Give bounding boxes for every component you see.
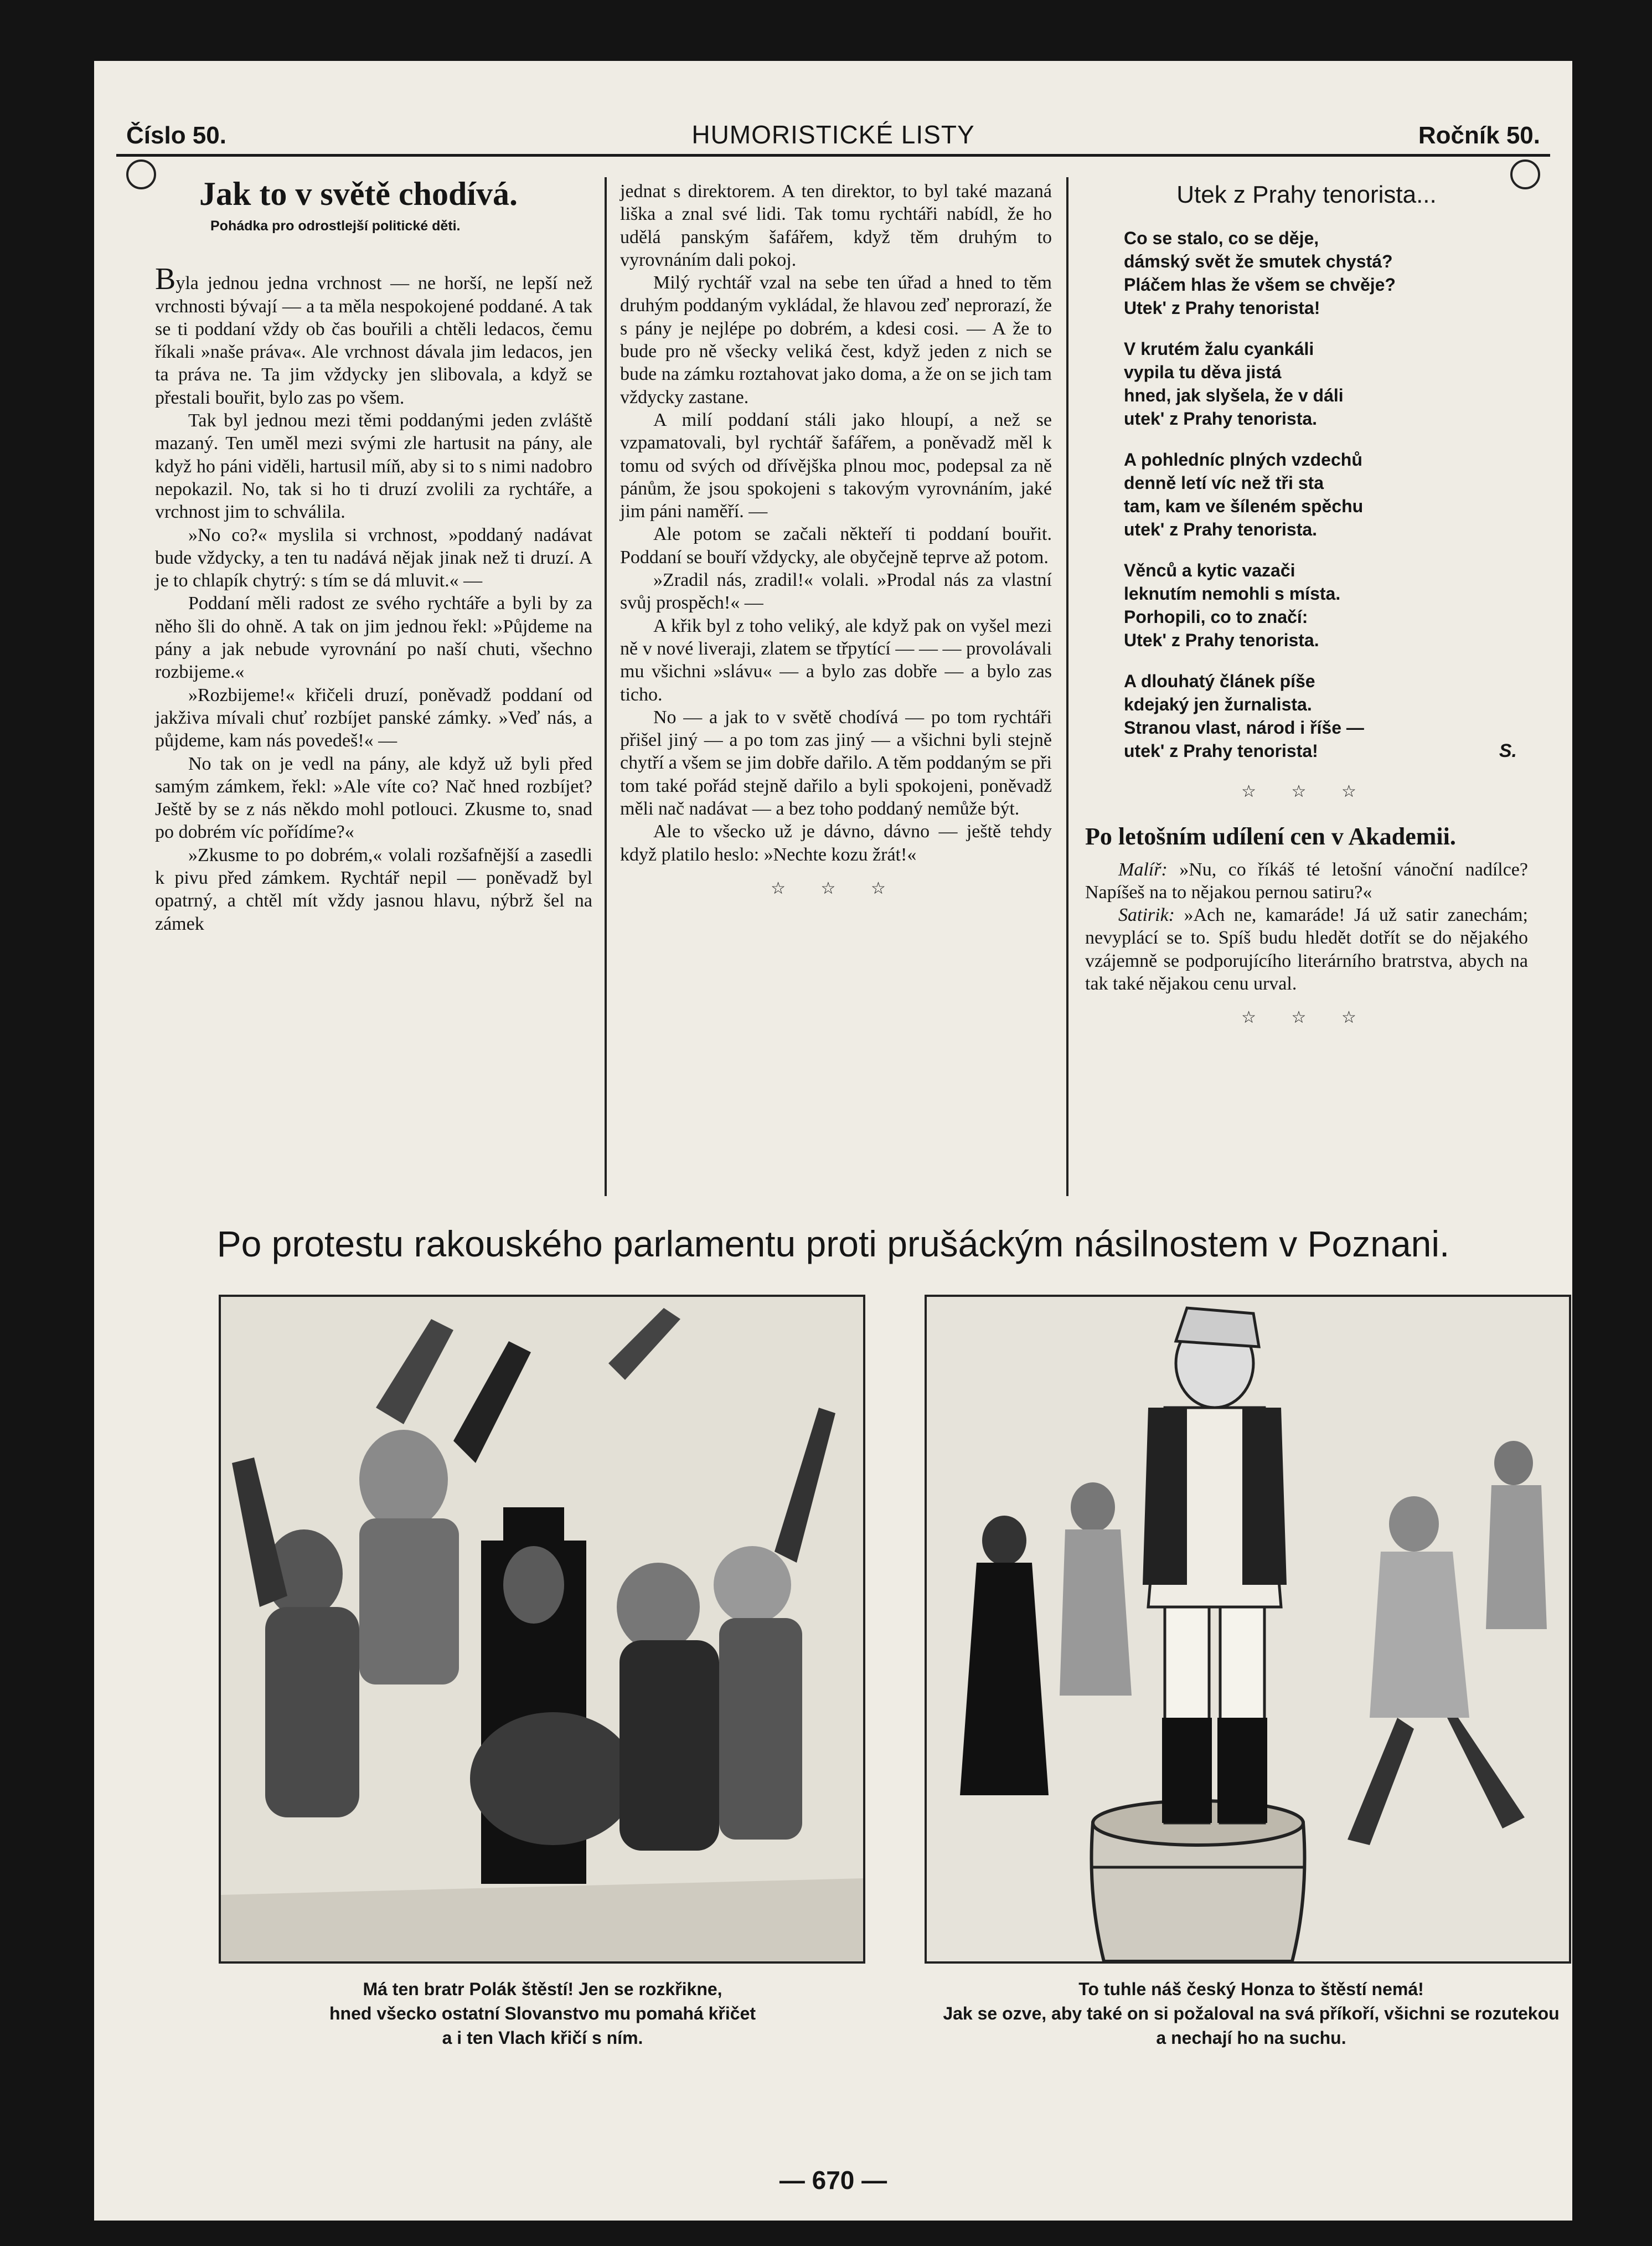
article-paragraph: »Rozbijeme!« křičeli druzí, poněvadž poddaní od jakživa mívali chuť rozbíjet panské zámky. »Veď nás, a půjdeme, kam nás povedeš!« — (155, 684, 592, 751)
article-subtitle: Pohádka pro odrostlejší politické děti. (210, 218, 461, 234)
poem-signature: S. (1499, 740, 1517, 761)
ornament-left-icon (126, 159, 156, 189)
page-header (126, 116, 1540, 155)
article-paragraph: Ale to všecko už je dávno, dávno — ještě tehdy když platilo heslo: »Nechte kozu žrát!« (620, 821, 1052, 865)
poem-title: Utek z Prahy tenorista... (1176, 181, 1437, 208)
column-2 (620, 180, 1052, 922)
column-divider (1066, 177, 1068, 1196)
article-paragraph: Ale potom se začali někteří ti poddaní bouřit. Poddaní se bouří vždycky, ale obyčejně teprve až potom. (620, 524, 1052, 568)
volume-number: Ročník 50. (1418, 122, 1540, 149)
article-paragraph: Milý rychtář vzal na sebe ten úřad a hned to těm druhým poddaným vykládal, že hlavou zeď neprorazí, že s pány je nejlépe po dobrém, a kdesi cosi. — A že to bude pro ně všecky veliká čest, když jeden z nich se bude na zámku roztahovat jako doma, a že on se jich tam vždycky zastane. (620, 272, 1052, 408)
caption-left: Má ten bratr Polák štěstí! Jen se rozkřikne, hned všecko ostatní Slovanstvo mu pomahá křičet a i ten Vlach křičí s ním. (329, 1979, 756, 2048)
poem-stanza: A pohledníc plných vzdechů denně letí víc než tři sta tam, kam ve šíleném spěchu utek' z Prahy tenorista. (1124, 450, 1364, 539)
section-stars: ☆ ☆ ☆ (771, 879, 901, 898)
article-title: Po letošním udílení cen v Akademii. (1085, 823, 1456, 851)
section-stars: ☆ ☆ ☆ (1241, 1008, 1372, 1027)
poem-stanza: Co se stalo, co se děje, dámský svět že smutek chystá? Pláčem hlas že všem se chvěje? Utek' z Prahy tenorista! (1124, 228, 1396, 318)
cartoon-illustration-right (925, 1295, 1571, 1964)
page-number: — 670 — (779, 2166, 887, 2195)
poem-stanza: Věnců a kytic vazači leknutím nemohli s místa. Porhopili, co to značí: Utek' z Prahy tenorista. (1124, 560, 1341, 650)
article-paragraph: No — a jak to v světě chodívá — po tom rychtáři přišel jiný — a po tom zas jiný — a všichni byli stejně chytří a všem se jim dobře dařilo. A těm poddaným se při tom také pořád stejně dařilo a byli spokojeni, poněvadž měli nač nadávat — a bez toho poddaný nemůže být. (620, 707, 1052, 820)
poem-stanza: V krutém žalu cyankáli vypila tu děva jistá hned, jak slyšela, že v dáli utek' z Prahy tenorista. (1124, 339, 1344, 429)
article-paragraph: jednat s direktorem. A ten direktor, to byl také mazaná liška a znal své lidi. Tak tomu rychtáři nabídl, že ho udělá panským šafářem, když těm druhým to vyrovnáním dali pokoj. (620, 181, 1052, 270)
cartoon-illustration-left (219, 1295, 865, 1964)
cartoon-title: Po protestu rakouského parlamentu proti prušáckým násilnostem v Poznani. (216, 1223, 1450, 1264)
article-paragraph: »Zkusme to po dobrém,« volali rozšafnější a zasedli k pivu před zámkem. Rychtář nepil — poněvadž byl opatrný, a chtěl mít vždy jasnou hlavu, nýbrž šel na zámek (155, 844, 592, 934)
masthead: HUMORISTICKÉ LISTY (691, 120, 975, 149)
article-paragraph: A milí poddaní stáli jako hloupí, a než se vzpamatovali, byl rychtář šafářem, a poněvadž měl k tomu od svých od dřívějška plnou moc, podepsal za ně pánům, že jsou spokojeni s takovým vyrovnáním, jaké jim páni naměří. — (620, 409, 1052, 522)
article-title: Jak to v světě chodívá. (199, 176, 518, 212)
article-paragraph: »Zradil nás, zradil!« volali. »Prodal nás za vlastní svůj prospěch!« — (620, 570, 1052, 614)
poem-body (1124, 226, 1528, 763)
article-paragraph: Poddaní měli radost ze svého rychtáře a byli by za něho šli do ohně. A tak on jim jednou řekl: »Půjdeme na pány a jak nebude vyrovnání po naší chuti, všechno rozbijeme.« (155, 593, 592, 683)
crowd-drawing (221, 1297, 863, 1961)
issue-number: Číslo 50. (126, 122, 226, 149)
article-paragraph: A křik byl z toho veliký, ale když pak on vyšel mezi ně v nové liveraji, zlatem se třpytící — — — provolávali mu všichni »slávu« — a bylo zas dobře — a bylo zas ticho. (620, 615, 1052, 705)
header-rule (116, 154, 1550, 157)
caption-right: To tuhle náš český Honza to štěstí nemá! Jak se ozve, aby také on si požaloval na svá příkoří, všichni se rozutekou a nechají ho na suchu. (943, 1979, 1560, 2048)
dialogue-line: Malíř: »Nu, co říkáš té letošní vánoční nadílce? Napíšeš na to nějakou pernou satiru?« (1085, 859, 1528, 903)
newspaper-page (94, 61, 1572, 2221)
article-paragraph: »No co?« myslila si vrchnost, »poddaný nadávat bude vždycky, a ten tu nadává nějak jinak než ti druzí. A je to chlapík chytrý: s tím se dá mluvit.« — (155, 524, 592, 591)
drop-cap: B (155, 262, 176, 297)
column-3 (1085, 180, 1528, 1052)
section-stars: ☆ ☆ ☆ (1241, 782, 1372, 801)
dialogue-line: Satirik: »Ach ne, kamaráde! Já už satir zanechám; nevyplácí se to. Spíš budu hledět dotřít se do nějakého vzájemně se podporujícího literárního bratrstva, abych na tak také nějakou cenu urval. (1085, 905, 1528, 995)
barrel-drawing (927, 1297, 1569, 1961)
article-paragraph: No tak on je vedl na pány, ale když už byli před samým zámkem, řekl: »Ale víte co? Nač hned rozbíjet? Ještě by se z nás někdo mohl potlouci. Zkusme to, snad po dobrém víc pořídíme?« (155, 753, 592, 843)
article-paragraph: Byla jednou jedna vrchnost — ne horší, ne lepší než vrchnosti bývají — a ta měla nespokojené poddané. A tak se ti poddaní vždy ob čas bouřili a chtěli ledacos, čemu říkali »naše práva«. Ale vrchnost dávala jim ledacos, jen ta práva ne. Ta jim vždycky jen slibovala, a když se přestali bouřit, bylo zas po všem. (155, 262, 592, 408)
poem-stanza: A dlouhatý článek píše kdejaký jen žurnalista. Stranou vlast, národ i říše — utek' z Prahy tenorista! S. (1124, 671, 1517, 761)
article-paragraph: Tak byl jednou mezi těmi poddanými jeden zvláště mazaný. Ten uměl mezi svými zle hartusit na pány, ale když ho páni viděli, hartusil míň, aby si to s nimi nadobro nepokazil. No, tak si ho ti druzí zvolili za rychtáře, a vrchnost jim to schválila. (155, 410, 592, 523)
column-divider (605, 177, 607, 1196)
column-1 (155, 177, 592, 935)
